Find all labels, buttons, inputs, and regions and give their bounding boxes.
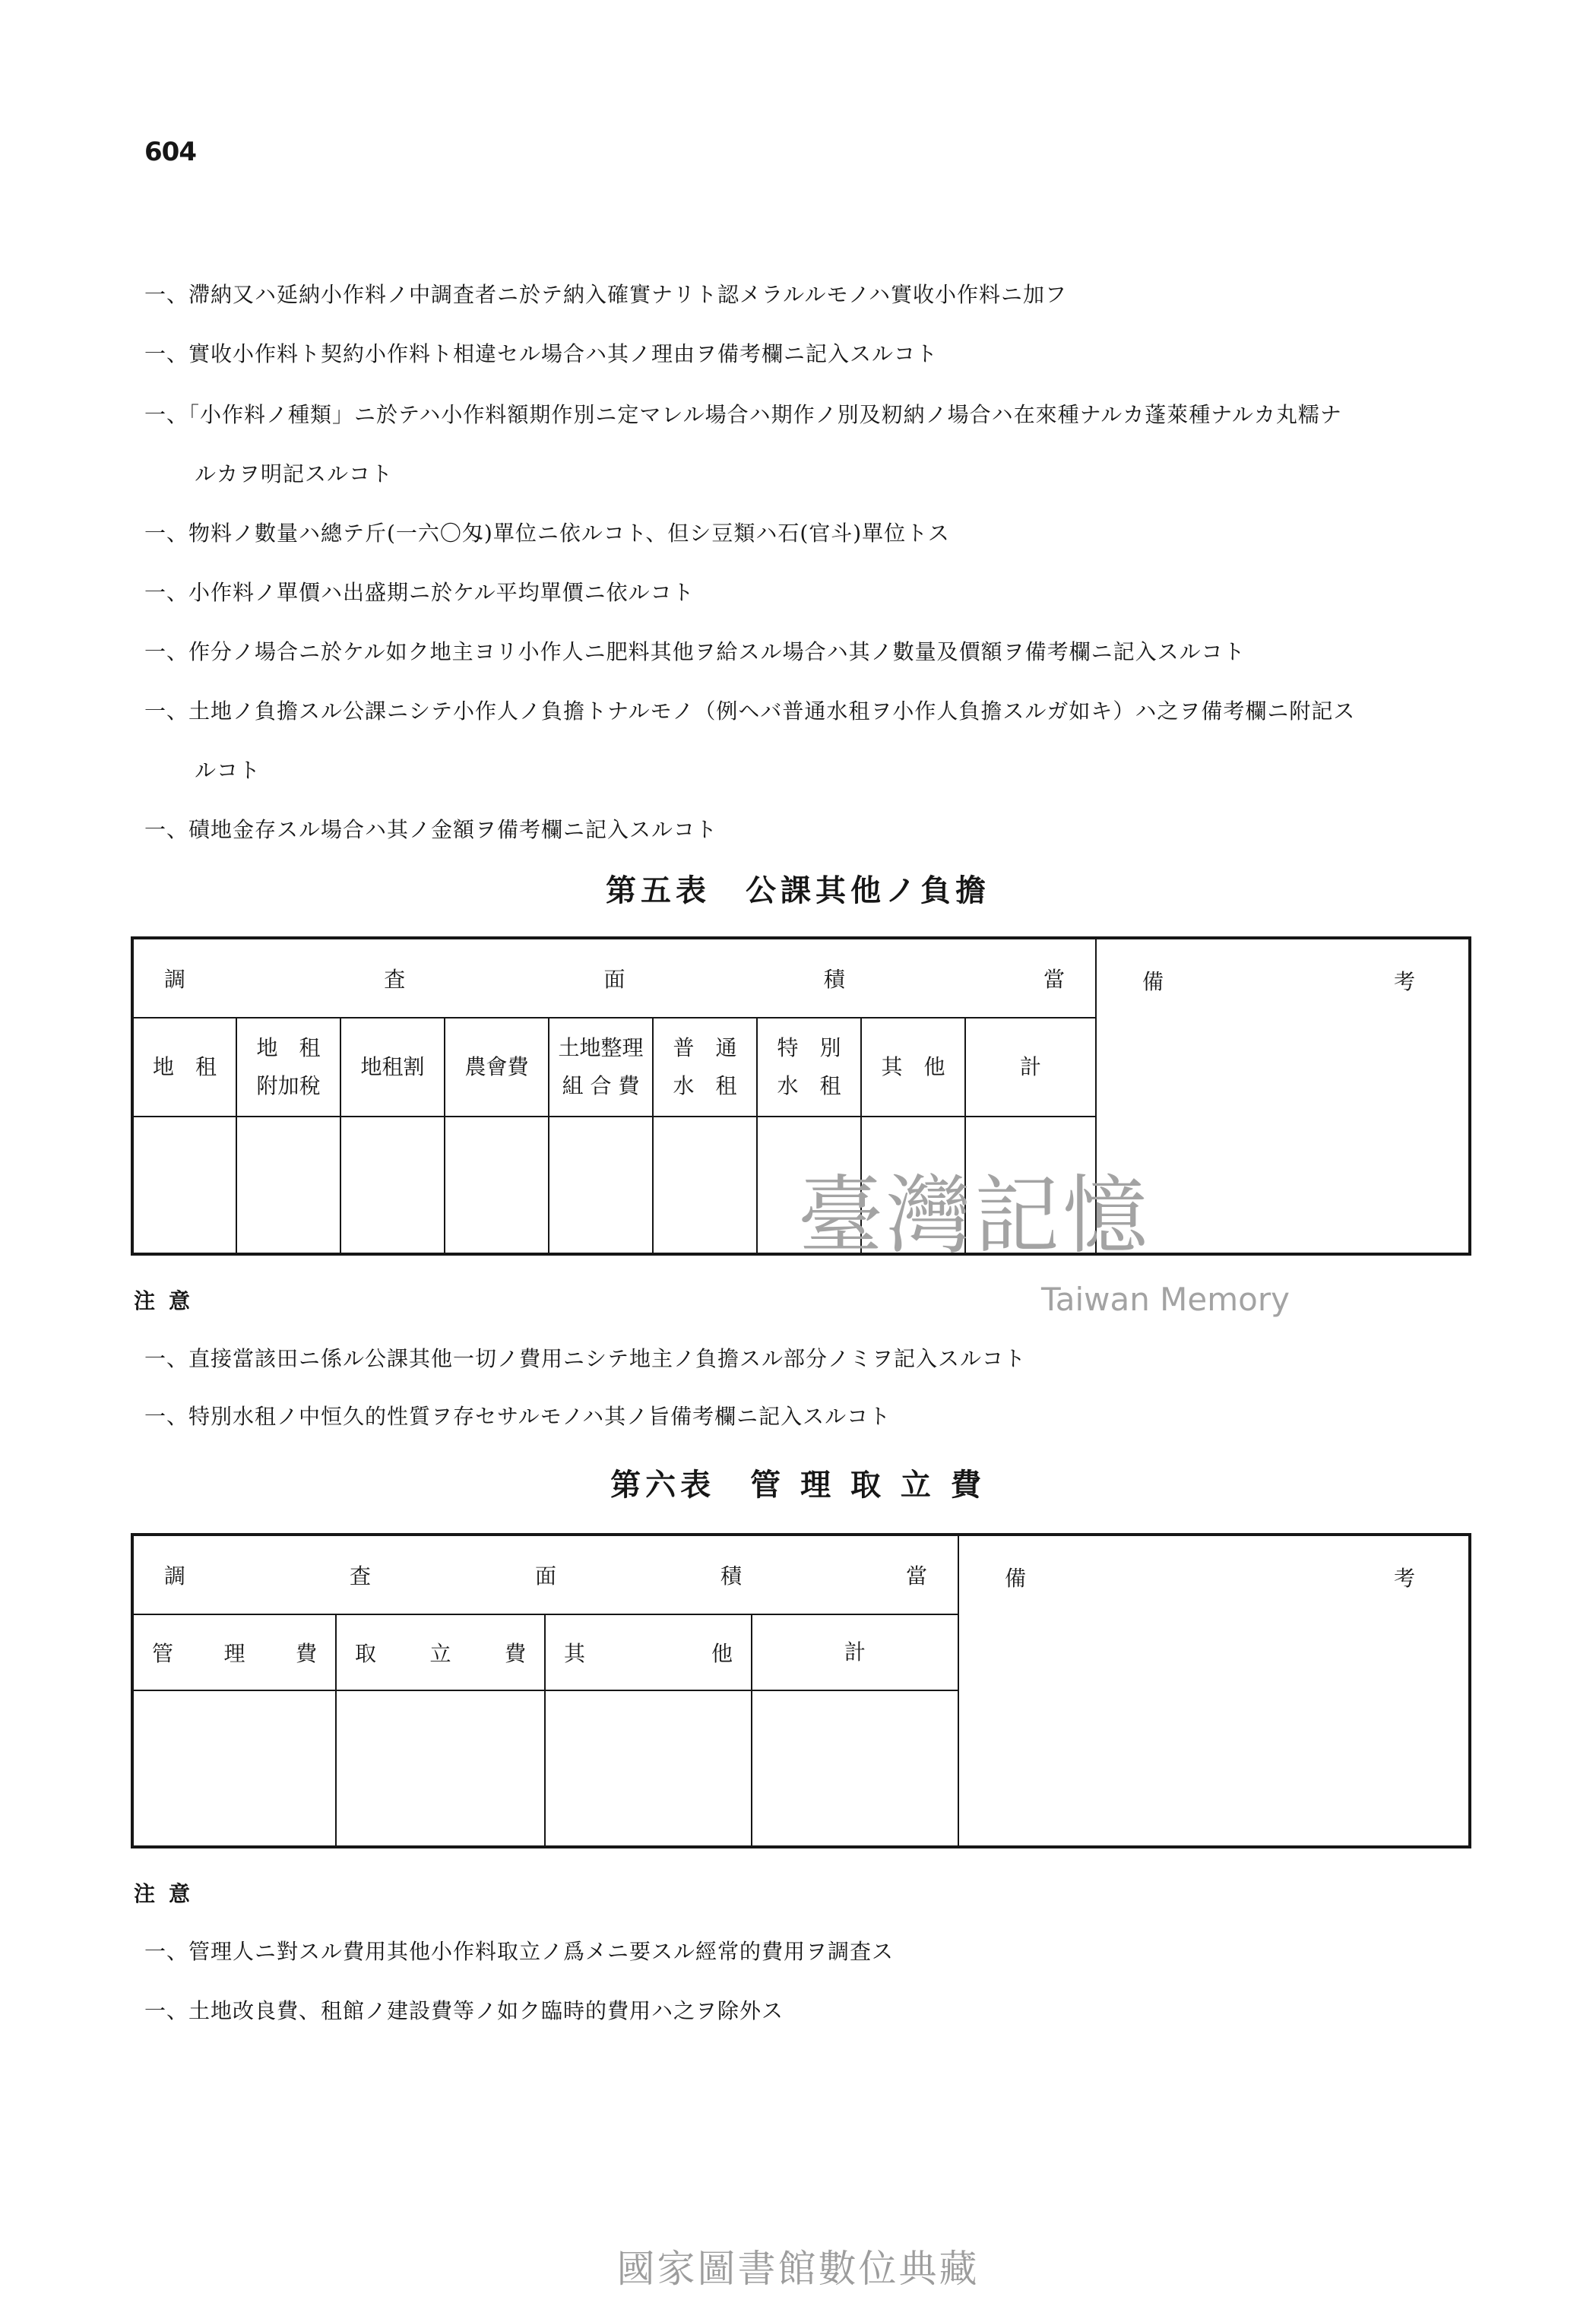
header-char: 調	[164, 967, 186, 992]
column-header	[752, 1614, 958, 1690]
column-header	[340, 1018, 445, 1117]
data-cell	[132, 1690, 336, 1847]
data-cell	[132, 1117, 236, 1254]
page-number: 604	[144, 137, 196, 167]
header-char: 査	[350, 1563, 372, 1589]
data-cell	[336, 1690, 545, 1847]
intro-note-line: 一、磧地金存スル場合ハ其ノ金額ヲ備考欄ニ記入スルコト	[144, 817, 718, 842]
intro-note-line: ルカヲ明記スルコト	[195, 461, 394, 486]
table5-notes-heading: 注意	[134, 1288, 204, 1313]
header-char: 考	[1394, 969, 1416, 994]
header-char: 面	[535, 1563, 557, 1589]
column-header-text: 特 別	[777, 1035, 841, 1060]
column-header-text: 其	[564, 1641, 586, 1666]
intro-note-line: 一、「小作料ノ種類」ニ於テハ小作料額期作別ニ定マレル場合ハ期作ノ別及籾納ノ場合ハ在來種ナルカ蓬萊種ナルカ丸糯ナ	[144, 402, 1342, 427]
watermark-subtitle: Taiwan Memory	[1041, 1281, 1290, 1318]
column-header	[965, 1018, 1096, 1117]
intro-note-line: 一、土地ノ負擔スル公課ニシテ小作人ノ負擔トナルモノ（例ヘバ普通水租ヲ小作人負擔スルガ如キ）ハ之ヲ備考欄ニ附記ス	[144, 699, 1356, 724]
note-line: 一、管理人ニ對スル費用其他小作料取立ノ爲メニ要スル經常的費用ヲ調査ス	[144, 1939, 895, 1964]
footer: 國家圖書館數位典藏	[616, 2247, 980, 2291]
table6-title: 第六表 管 理 取 立 費	[610, 1467, 986, 1503]
column-header-text: 其 他	[881, 1054, 945, 1079]
column-header	[445, 1018, 549, 1117]
column-header-text: 水 租	[673, 1073, 737, 1098]
data-cell	[545, 1690, 752, 1847]
header-char: 面	[603, 967, 625, 992]
watermark-title: 臺灣記憶	[798, 1167, 1151, 1266]
note-line: 一、特別水租ノ中恒久的性質ヲ存セサルモノハ其ノ旨備考欄ニ記入スルコト	[144, 1404, 891, 1429]
data-cell	[653, 1117, 757, 1254]
intro-note-line: 一、作分ノ場合ニ於ケル如ク地主ヨリ小作人ニ肥料其他ヲ給スル場合ハ其ノ數量及價額ヲ備考欄ニ記入スルコト	[144, 639, 1246, 664]
header-char: 考	[1394, 1566, 1416, 1591]
column-header	[236, 1018, 340, 1117]
column-header-text: 管	[152, 1641, 174, 1666]
column-header-text: 計	[844, 1639, 866, 1665]
watermark	[798, 1148, 1330, 1330]
column-header-text: 他	[711, 1641, 733, 1666]
header-char: 査	[384, 967, 406, 992]
table6-remarks-header	[958, 1535, 1470, 1847]
intro-note-line: 一、物料ノ數量ハ總テ斤(一六〇匁)單位ニ依ルコト、但シ豆類ハ石(官斗)單位トス	[144, 521, 950, 546]
data-cell	[340, 1117, 445, 1254]
column-header-text: 附加稅	[256, 1073, 321, 1098]
data-cell	[445, 1117, 549, 1254]
column-header	[549, 1018, 653, 1117]
header-char: 備	[1005, 1566, 1027, 1591]
header-char: 當	[1043, 967, 1066, 992]
column-header-text: 立	[429, 1641, 451, 1666]
data-cell	[549, 1117, 653, 1254]
intro-note-line: 一、小作料ノ單價ハ出盛期ニ於ケル平均單價ニ依ルコト	[144, 580, 695, 605]
column-header	[132, 1614, 336, 1690]
column-header-text: 普 通	[673, 1035, 737, 1060]
table5-title: 第五表 公課其他ノ負擔	[606, 873, 990, 908]
data-cell	[752, 1690, 958, 1847]
column-header-text: 組 合 費	[562, 1073, 640, 1098]
table6-notes-heading: 注意	[134, 1881, 204, 1906]
column-header	[545, 1614, 752, 1690]
table6-survey-area-header	[132, 1535, 958, 1614]
header-char: 積	[720, 1563, 743, 1589]
intro-note-line: 一、實收小作料ト契約小作料ト相違セル場合ハ其ノ理由ヲ備考欄ニ記入スルコト	[144, 341, 939, 366]
column-header	[653, 1018, 757, 1117]
column-header-text: 水 租	[777, 1073, 841, 1098]
note-line: 一、直接當該田ニ係ル公課其他一切ノ費用ニシテ地主ノ負擔スル部分ノミヲ記入スルコト	[144, 1346, 1027, 1371]
intro-note-line: ルコト	[195, 758, 261, 783]
column-header-text: 地	[152, 1054, 174, 1079]
column-header	[757, 1018, 861, 1117]
header-char: 積	[823, 967, 845, 992]
column-header-text: 地租割	[360, 1054, 425, 1079]
table5-survey-area-header	[132, 938, 1096, 1018]
header-char: 備	[1142, 969, 1164, 994]
column-header-text: 費	[295, 1641, 317, 1666]
header-char: 當	[906, 1563, 928, 1589]
column-header	[132, 1018, 236, 1117]
intro-note-line: 一、滯納又ハ延納小作料ノ中調査者ニ於テ納入確實ナリト認メラルルモノハ實收小作料ニ加フ	[144, 282, 1067, 307]
data-cell	[236, 1117, 340, 1254]
column-header	[861, 1018, 965, 1117]
column-header-text: 費	[504, 1641, 526, 1666]
column-header-text: 計	[1020, 1054, 1042, 1079]
column-header-text: 取	[355, 1641, 377, 1666]
column-header-text: 租	[195, 1054, 217, 1079]
column-header	[336, 1614, 545, 1690]
column-header-text: 土地整理	[558, 1035, 644, 1060]
column-header-text: 理	[223, 1641, 245, 1666]
header-char: 調	[164, 1563, 186, 1589]
column-header-text: 農會費	[464, 1054, 529, 1079]
note-line: 一、土地改良費、租館ノ建設費等ノ如ク臨時的費用ハ之ヲ除外ス	[144, 1998, 784, 2023]
column-header-text: 地 租	[256, 1035, 321, 1060]
table6	[131, 1533, 1471, 1848]
